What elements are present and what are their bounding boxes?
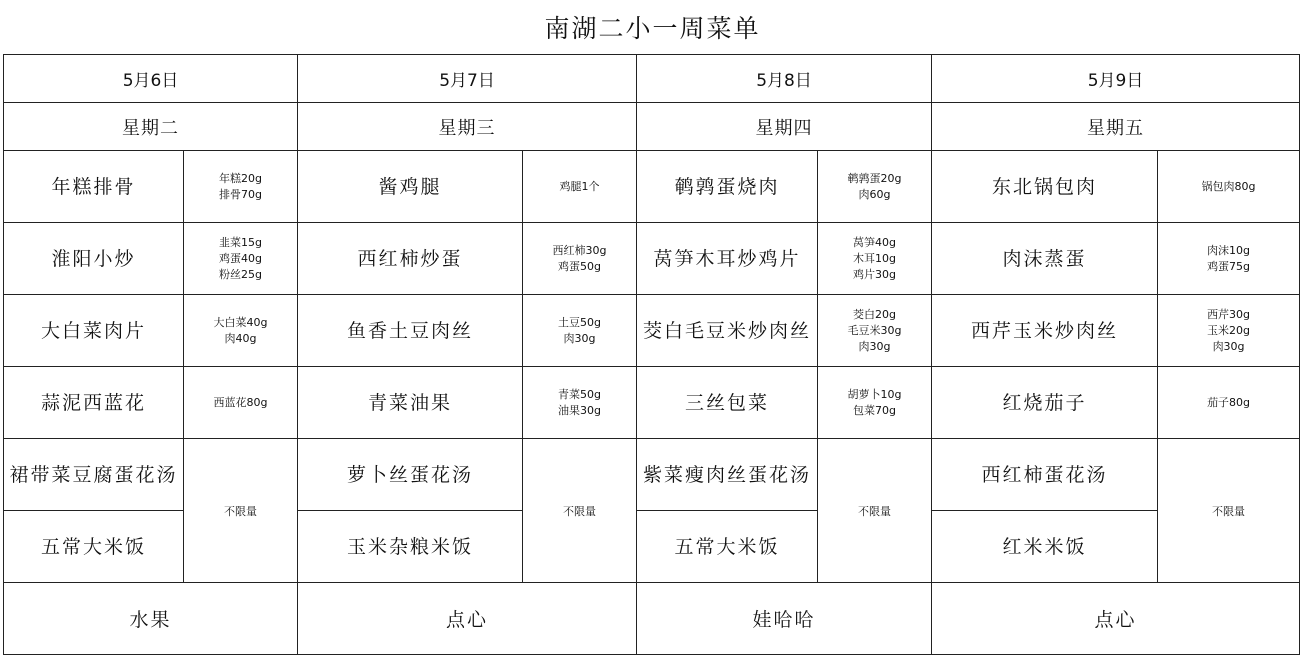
extra-row bbox=[4, 583, 1300, 655]
soup-row bbox=[4, 439, 1300, 511]
ingredient-line: 西蓝花80g bbox=[213, 395, 268, 409]
extra-cell: 水果 bbox=[4, 583, 298, 655]
ingredient-line: 莴笋40g bbox=[853, 235, 897, 249]
dish-ingredients bbox=[818, 367, 932, 439]
dish-name: 青菜油果 bbox=[298, 367, 523, 439]
ingredient-line: 包菜70g bbox=[853, 403, 897, 417]
ingredient-line: 西芹30g bbox=[1207, 307, 1251, 321]
dish-name: 淮阳小炒 bbox=[4, 223, 184, 295]
staple-cell: 玉米杂粮米饭 bbox=[298, 511, 523, 583]
ingredient-line: 青菜50g bbox=[558, 387, 602, 401]
dish-name: 鱼香土豆肉丝 bbox=[298, 295, 523, 367]
staple-cell: 五常大米饭 bbox=[4, 511, 184, 583]
dish-ingredients bbox=[523, 151, 637, 223]
date-cell: 5月8日 bbox=[637, 55, 932, 103]
menu-table bbox=[3, 54, 1300, 655]
ingredient-line: 油果30g bbox=[558, 403, 602, 417]
ingredient-line: 肉60g bbox=[858, 187, 891, 201]
dish-row bbox=[4, 295, 1300, 367]
dish-row bbox=[4, 151, 1300, 223]
weekday-cell: 星期三 bbox=[298, 103, 637, 151]
ingredient-line: 粉丝25g bbox=[219, 267, 262, 281]
limit-cell: 不限量 bbox=[1158, 439, 1300, 583]
dish-ingredients bbox=[523, 223, 637, 295]
dish-ingredients bbox=[818, 151, 932, 223]
ingredient-line: 茭白20g bbox=[853, 307, 897, 321]
ingredient-line: 木耳10g bbox=[853, 251, 897, 265]
ingredient-line: 西红柿30g bbox=[552, 243, 607, 257]
soup-cell: 西红柿蛋花汤 bbox=[932, 439, 1158, 511]
dish-name: 年糕排骨 bbox=[4, 151, 184, 223]
dish-ingredients bbox=[1158, 223, 1300, 295]
ingredient-line: 鹌鹑蛋20g bbox=[847, 171, 902, 185]
limit-cell: 不限量 bbox=[818, 439, 932, 583]
dish-name: 蒜泥西蓝花 bbox=[4, 367, 184, 439]
dish-name: 茭白毛豆米炒肉丝 bbox=[637, 295, 818, 367]
extra-cell: 点心 bbox=[932, 583, 1300, 655]
ingredient-line: 茄子80g bbox=[1207, 395, 1251, 409]
ingredient-line: 毛豆米30g bbox=[847, 323, 902, 337]
ingredient-line: 锅包肉80g bbox=[1201, 179, 1256, 193]
limit-cell: 不限量 bbox=[523, 439, 637, 583]
dish-ingredients bbox=[1158, 367, 1300, 439]
dish-name: 莴笋木耳炒鸡片 bbox=[637, 223, 818, 295]
staple-cell: 五常大米饭 bbox=[637, 511, 818, 583]
ingredient-line: 韭菜15g bbox=[219, 235, 262, 249]
ingredient-line: 肉30g bbox=[858, 339, 891, 353]
dish-name: 酱鸡腿 bbox=[298, 151, 523, 223]
dish-name: 肉沫蒸蛋 bbox=[932, 223, 1158, 295]
ingredient-line: 鸡蛋75g bbox=[1207, 259, 1251, 273]
ingredient-line: 肉30g bbox=[563, 331, 596, 345]
ingredient-line: 排骨70g bbox=[219, 187, 262, 201]
ingredient-line: 年糕20g bbox=[219, 171, 262, 185]
dish-ingredients bbox=[184, 223, 298, 295]
ingredient-line: 肉沫10g bbox=[1207, 243, 1251, 257]
weekday-cell: 星期五 bbox=[932, 103, 1300, 151]
dish-ingredients bbox=[184, 151, 298, 223]
dish-name: 西红柿炒蛋 bbox=[298, 223, 523, 295]
ingredient-line: 鸡片30g bbox=[853, 267, 897, 281]
soup-cell: 紫菜瘦肉丝蛋花汤 bbox=[637, 439, 818, 511]
page-title: 南湖二小一周菜单 bbox=[544, 14, 761, 43]
staple-cell: 红米米饭 bbox=[932, 511, 1158, 583]
dish-ingredients bbox=[818, 295, 932, 367]
ingredient-line: 玉米20g bbox=[1207, 323, 1251, 337]
dish-ingredients bbox=[184, 367, 298, 439]
dish-row bbox=[4, 367, 1300, 439]
dish-name: 西芹玉米炒肉丝 bbox=[932, 295, 1158, 367]
extra-cell: 点心 bbox=[298, 583, 637, 655]
dish-name: 红烧茄子 bbox=[932, 367, 1158, 439]
ingredient-line: 胡萝卜10g bbox=[847, 387, 902, 401]
dish-name: 大白菜肉片 bbox=[4, 295, 184, 367]
weekday-cell: 星期二 bbox=[4, 103, 298, 151]
ingredient-line: 肉40g bbox=[224, 331, 257, 345]
extra-cell: 娃哈哈 bbox=[637, 583, 932, 655]
date-cell: 5月6日 bbox=[4, 55, 298, 103]
ingredient-line: 鸡蛋50g bbox=[558, 259, 602, 273]
weekday-cell: 星期四 bbox=[637, 103, 932, 151]
dish-ingredients bbox=[818, 223, 932, 295]
ingredient-line: 鸡蛋40g bbox=[219, 251, 262, 265]
dish-row bbox=[4, 223, 1300, 295]
ingredient-line: 鸡腿1个 bbox=[559, 179, 600, 193]
soup-cell: 裙带菜豆腐蛋花汤 bbox=[4, 439, 184, 511]
dish-ingredients bbox=[184, 295, 298, 367]
dish-ingredients bbox=[523, 295, 637, 367]
dish-name: 三丝包菜 bbox=[637, 367, 818, 439]
ingredient-line: 肉30g bbox=[1212, 339, 1245, 353]
soup-cell: 萝卜丝蛋花汤 bbox=[298, 439, 523, 511]
ingredient-line: 土豆50g bbox=[558, 315, 602, 329]
date-cell: 5月7日 bbox=[298, 55, 637, 103]
ingredient-line: 大白菜40g bbox=[213, 315, 268, 329]
date-row bbox=[4, 55, 1300, 103]
weekday-row bbox=[4, 103, 1300, 151]
dish-ingredients bbox=[1158, 295, 1300, 367]
dish-name: 鹌鹑蛋烧肉 bbox=[637, 151, 818, 223]
dish-ingredients bbox=[1158, 151, 1300, 223]
dish-name: 东北锅包肉 bbox=[932, 151, 1158, 223]
limit-cell: 不限量 bbox=[184, 439, 298, 583]
dish-ingredients bbox=[523, 367, 637, 439]
date-cell: 5月9日 bbox=[932, 55, 1300, 103]
